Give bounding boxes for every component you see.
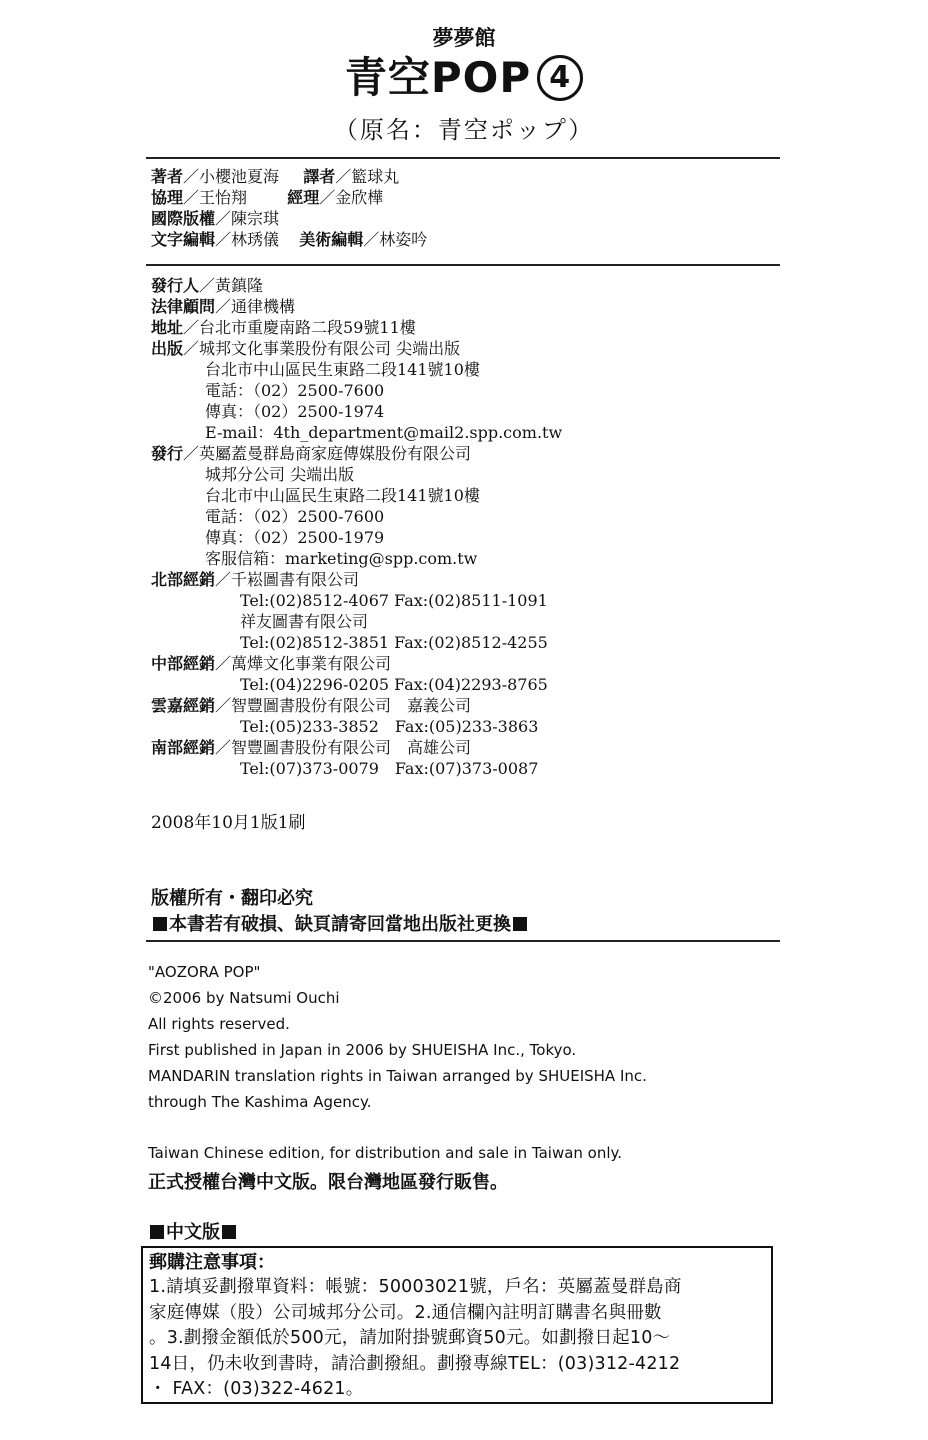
- distribution-line: 台北市中山區民生東路二段141號10樓: [205, 486, 480, 505]
- credit-label: 著者: [151, 167, 184, 186]
- address-row: 地址／台北市重慶南路二段59號11樓: [151, 318, 416, 337]
- credit-value: 籃球丸: [351, 167, 400, 186]
- print-value: 城邦文化事業股份有限公司 尖端出版: [199, 339, 461, 358]
- square-bullet-icon: [513, 917, 527, 931]
- mail-order-line: 。3.劃撥金額低於500元，請加附掛號郵資50元。如劃撥日起10～: [149, 1328, 671, 1348]
- taiwan-edition-chinese: 正式授權台灣中文版。限台灣地區發行販售。: [148, 1172, 508, 1193]
- distributor-value: 智豐圖書股份有限公司 高雄公司: [231, 738, 472, 757]
- credit-value: 王怡翔: [199, 188, 248, 207]
- distribution-email: 客服信箱：marketing@spp.com.tw: [205, 549, 478, 568]
- english-line: through The Kashima Agency.: [148, 1093, 372, 1111]
- distributor-value: 智豐圖書股份有限公司 嘉義公司: [231, 696, 472, 715]
- original-title: （原名：青空ポップ）: [333, 116, 595, 144]
- square-bullet-icon: [150, 1225, 164, 1239]
- credit-row: 協理／王怡翔 經理／金欣樺: [151, 188, 384, 207]
- book-title-text: 青空POP: [344, 53, 532, 102]
- distribution-line: 傳真：（02）2500-1979: [205, 528, 385, 547]
- distributor-line: Tel:(02)8512-3851 Fax:(02)8512-4255: [240, 633, 548, 652]
- divider: [146, 264, 780, 266]
- legal-value: 通律機構: [231, 297, 296, 316]
- credit-value: 林姿吟: [379, 230, 428, 249]
- credit-value: 金欣樺: [335, 188, 384, 207]
- distribution-value: 英屬蓋曼群島商家庭傳媒股份有限公司: [199, 444, 472, 463]
- english-line: First published in Japan in 2006 by SHUEISHA Inc., Tokyo.: [148, 1041, 577, 1059]
- mail-order-line: ・ FAX：(03)322-4621。: [149, 1379, 364, 1399]
- print-line: 傳真：（02）2500-1974: [205, 402, 385, 421]
- credit-label: 經理: [287, 188, 320, 207]
- distributor-value: 萬燁文化事業有限公司: [231, 654, 392, 673]
- mail-order-line: 14日，仍未收到書時，請洽劃撥組。劃撥專線TEL：(03)312-4212: [149, 1353, 681, 1374]
- credit-label: 文字編輯: [151, 230, 216, 249]
- divider: [146, 157, 780, 159]
- credit-row: 著者／小櫻池夏海 譯者／籃球丸: [151, 167, 400, 186]
- publisher-label: 發行人: [151, 276, 200, 295]
- distributor-row: 雲嘉經銷／智豐圖書股份有限公司 嘉義公司: [151, 696, 472, 715]
- credit-label: 協理: [151, 188, 184, 207]
- distribution-row: 發行／英屬蓋曼群島商家庭傳媒股份有限公司: [151, 444, 472, 463]
- distributor-line: 祥友圖書有限公司: [240, 612, 369, 631]
- taiwan-edition-line: Taiwan Chinese edition, for distribution and sale in Taiwan only.: [148, 1144, 623, 1162]
- address-label: 地址: [151, 318, 184, 337]
- credit-row: 文字編輯／林琇儀 美術編輯／林姿吟: [151, 230, 428, 249]
- credit-value: 林琇儀: [231, 230, 280, 249]
- print-row: 出版／城邦文化事業股份有限公司 尖端出版: [151, 339, 461, 358]
- damage-notice: [151, 910, 529, 936]
- english-line: MANDARIN translation rights in Taiwan arranged by SHUEISHA Inc.: [148, 1067, 647, 1085]
- credit-value: 小櫻池夏海: [199, 167, 280, 186]
- english-line: All rights reserved.: [148, 1015, 290, 1033]
- edition-date: 2008年10月1版1刷: [151, 813, 306, 833]
- damage-notice-text: 本書若有破損、缺頁請寄回當地出版社更換: [169, 914, 511, 935]
- book-title: [0, 52, 928, 104]
- distributor-label: 中部經銷: [151, 654, 216, 673]
- distributor-row: 南部經銷／智豐圖書股份有限公司 高雄公司: [151, 738, 472, 757]
- print-label: 出版: [151, 339, 184, 358]
- print-line: 台北市中山區民生東路二段141號10樓: [205, 360, 480, 379]
- series-name: 夢夢館: [432, 26, 496, 50]
- mail-order-line: 家庭傳媒（股）公司城邦分公司。2.通信欄內註明訂購書名與冊數: [149, 1302, 662, 1323]
- chinese-edition-label: [148, 1218, 238, 1244]
- credit-row: 國際版權／陳宗琪: [151, 209, 280, 228]
- square-bullet-icon: [222, 1225, 236, 1239]
- distribution-line: 電話：（02）2500-7600: [205, 507, 385, 526]
- address-value: 台北市重慶南路二段59號11樓: [199, 318, 416, 337]
- print-email: E-mail：4th_department@mail2.spp.com.tw: [205, 423, 563, 442]
- distribution-label: 發行: [151, 444, 184, 463]
- legal-label: 法律顧問: [151, 297, 216, 316]
- english-line: ©2006 by Natsumi Ouchi: [148, 989, 340, 1007]
- print-line: 電話：（02）2500-7600: [205, 381, 385, 400]
- divider: [146, 940, 780, 942]
- credit-label: 美術編輯: [299, 230, 364, 249]
- distributor-line: Tel:(04)2296-0205 Fax:(04)2293-8765: [240, 675, 548, 694]
- credit-value: 陳宗琪: [231, 209, 280, 228]
- distributor-line: Tel:(05)233-3852 Fax:(05)233-3863: [240, 717, 539, 736]
- distributor-line: Tel:(02)8512-4067 Fax:(02)8511-1091: [240, 591, 548, 610]
- distributor-line: Tel:(07)373-0079 Fax:(07)373-0087: [240, 759, 539, 778]
- chinese-edition-text: 中文版: [166, 1222, 220, 1243]
- distribution-line: 城邦分公司 尖端出版: [205, 465, 355, 484]
- distributor-row: 中部經銷／萬燁文化事業有限公司: [151, 654, 392, 673]
- rights-notice: 版權所有・翻印必究: [151, 888, 313, 909]
- legal-row: 法律顧問／通律機構: [151, 297, 296, 316]
- publisher-row: 發行人／黃鎮隆: [151, 276, 264, 295]
- mail-order-line: 1.請填妥劃撥單資料：帳號：50003021號，戶名：英屬蓋曼群島商: [149, 1277, 682, 1297]
- square-bullet-icon: [153, 917, 167, 931]
- credit-label: 譯者: [303, 167, 336, 186]
- distributor-label: 雲嘉經銷: [151, 696, 216, 715]
- distributor-row: 北部經銷／千崧圖書有限公司: [151, 570, 360, 589]
- distributor-label: 南部經銷: [151, 738, 216, 757]
- publisher-value: 黃鎮隆: [215, 276, 264, 295]
- english-line: "AOZORA POP": [148, 963, 261, 981]
- mail-order-heading: 郵購注意事項：: [149, 1252, 275, 1273]
- credit-label: 國際版權: [151, 209, 216, 228]
- distributor-value: 千崧圖書有限公司: [231, 570, 360, 589]
- distributor-label: 北部經銷: [151, 570, 216, 589]
- mail-order-box: [141, 1246, 773, 1404]
- volume-number: 4: [537, 55, 583, 101]
